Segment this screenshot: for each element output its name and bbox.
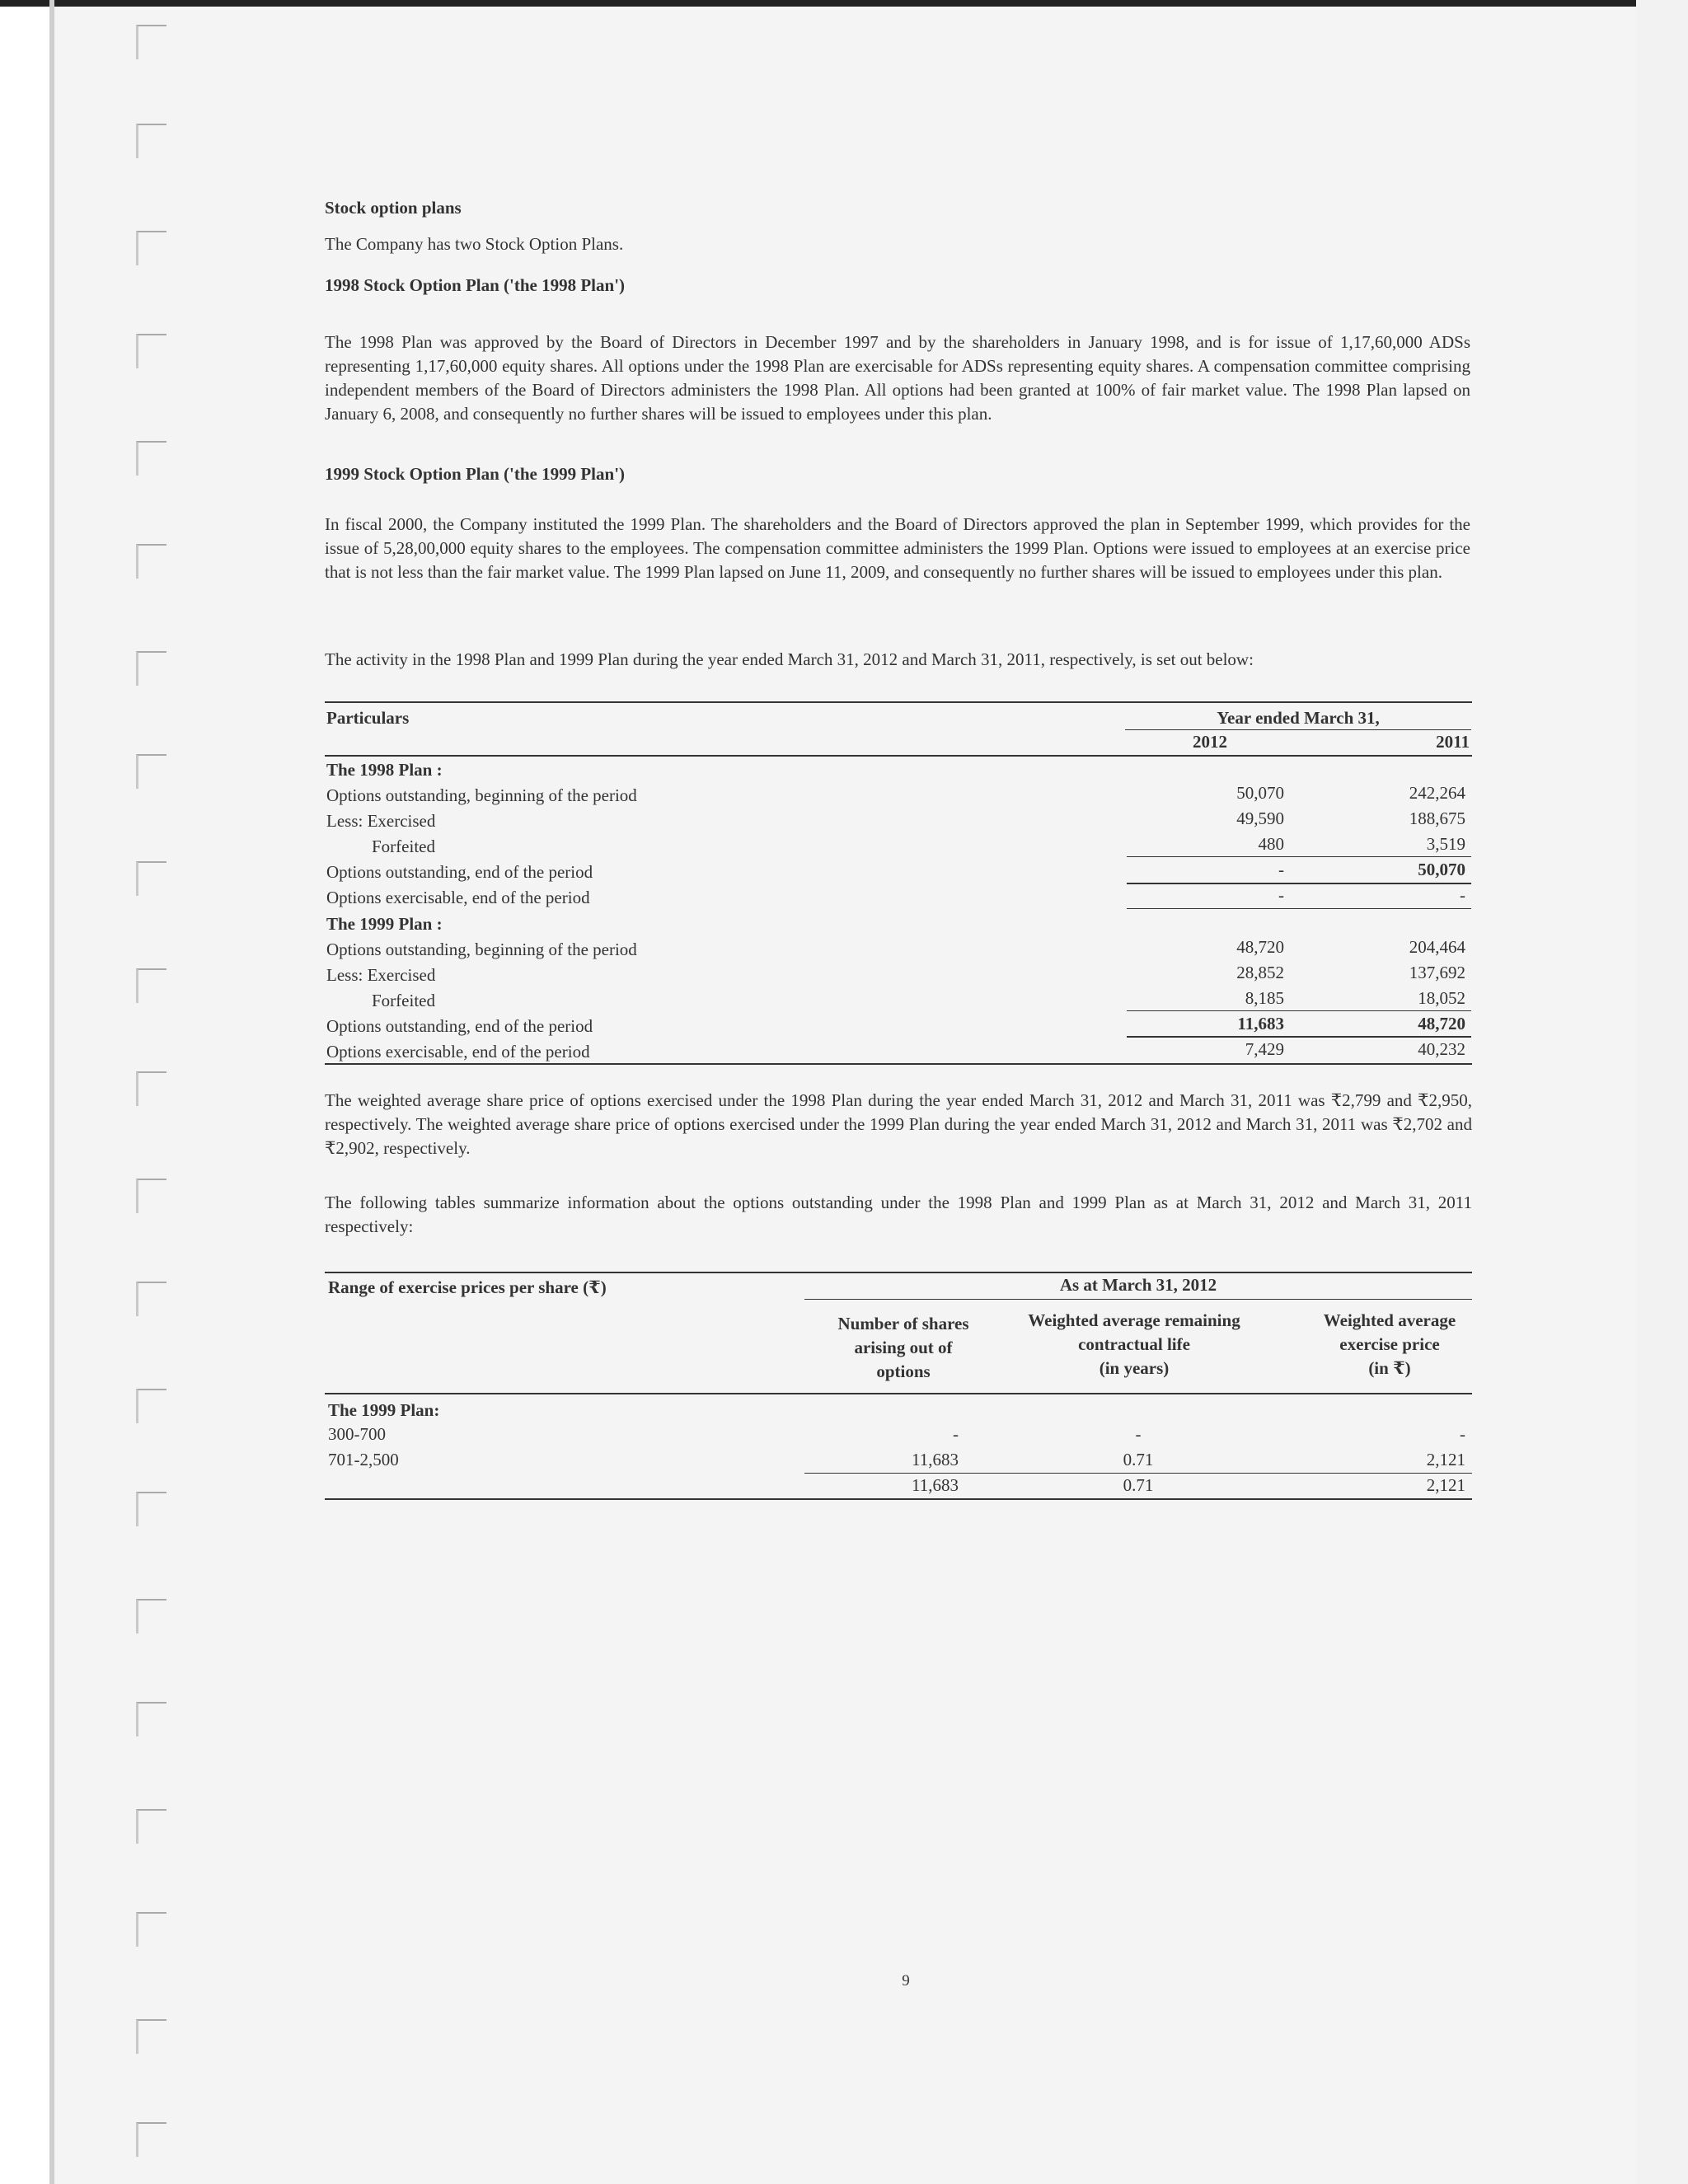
row-label: Options outstanding, beginning of the period bbox=[326, 940, 637, 959]
col-life-header-line: Weighted average remaining bbox=[1028, 1310, 1240, 1330]
col-life-header-line: (in years) bbox=[1099, 1358, 1170, 1378]
total-shares: 11,683 bbox=[912, 1475, 959, 1495]
row-label: Options outstanding, end of the period bbox=[326, 1016, 593, 1036]
binding-hole-mark bbox=[136, 1599, 166, 1633]
activity-intro-text: The activity in the 1998 Plan and 1999 Plan during the year ended March 31, 2012 and March 31, 2011, respectively, is set out below: bbox=[325, 649, 1254, 669]
scan-top-border bbox=[0, 0, 1688, 7]
binding-hole-mark bbox=[136, 2122, 166, 2157]
value-2011: 137,692 bbox=[1409, 963, 1465, 982]
row-label: Options exercisable, end of the period bbox=[326, 888, 590, 907]
value-2011: 48,720 bbox=[1418, 1014, 1465, 1033]
binding-hole-mark bbox=[136, 1389, 166, 1423]
col-price-header-line: exercise price bbox=[1339, 1334, 1440, 1354]
value-2012: 48,720 bbox=[1236, 937, 1284, 957]
total-price: 2,121 bbox=[1426, 1475, 1465, 1495]
binding-hole-mark bbox=[136, 1702, 166, 1736]
col-2012-header: 2012 bbox=[1193, 732, 1227, 752]
binding-hole-mark bbox=[136, 1179, 166, 1213]
value-2012: 7,429 bbox=[1245, 1039, 1284, 1059]
range-label: 300-700 bbox=[328, 1424, 386, 1444]
col-shares-header-line: arising out of bbox=[854, 1338, 953, 1357]
price-value: - bbox=[1460, 1424, 1465, 1444]
binding-hole-mark bbox=[136, 441, 166, 476]
value-2011: - bbox=[1460, 885, 1465, 905]
plan1998-label: The 1998 Plan : bbox=[326, 760, 443, 780]
col-life-header-line: contractual life bbox=[1078, 1334, 1190, 1354]
col-2011-header: 2011 bbox=[1436, 732, 1470, 752]
value-2012: 50,070 bbox=[1236, 783, 1284, 803]
value-2011: 242,264 bbox=[1409, 783, 1465, 803]
life-value: 0.71 bbox=[1123, 1450, 1154, 1469]
plan1998-paragraph: The 1998 Plan was approved by the Board of Directors in December 1997 and by the shareholders in January 1998, and is for issue of 1,17,60,000 ADSs representing 1,17,60,000 equity shares. All options under the 1998 Plan are exercisable for ADSs representing equity shares. A compensation committee comprising independent members of the Board of Directors administers the 1998 Plan. All options had been granted at 100% of fair market value. The 1998 Plan lapsed on January 6, 2008, and consequently no further shares will be issued to employees under this plan. bbox=[325, 332, 1470, 424]
binding-hole-mark bbox=[136, 1071, 166, 1106]
plan1998-heading: 1998 Stock Option Plan ('the 1998 Plan') bbox=[325, 275, 626, 295]
scan-right-edge bbox=[1636, 0, 1688, 2184]
binding-hole-mark bbox=[136, 651, 166, 686]
value-2012: 49,590 bbox=[1236, 808, 1284, 828]
shares-value: 11,683 bbox=[912, 1450, 959, 1469]
shares-value: - bbox=[953, 1424, 959, 1444]
table-bottom-rule bbox=[325, 1063, 1472, 1065]
value-2011: 3,519 bbox=[1426, 834, 1465, 854]
intro-text: The Company has two Stock Option Plans. bbox=[325, 234, 624, 254]
col-price-header-line: (in ₹) bbox=[1368, 1358, 1411, 1378]
value-2012: 11,683 bbox=[1237, 1014, 1284, 1033]
summary-intro-paragraph: The following tables summarize information about the options outstanding under the 1998 Plan and 1999 Plan as at March 31, 2012 and March 31, 2011 respectively: bbox=[325, 1193, 1472, 1236]
row-label: Forfeited bbox=[372, 837, 435, 856]
life-value: - bbox=[1135, 1424, 1142, 1444]
binding-hole-mark bbox=[136, 1809, 166, 1844]
binding-hole-mark bbox=[136, 861, 166, 896]
plan1999-label: The 1999 Plan : bbox=[326, 914, 443, 934]
value-2011: 204,464 bbox=[1409, 937, 1465, 957]
value-2011: 188,675 bbox=[1409, 808, 1465, 828]
col-shares-header-line: options bbox=[876, 1361, 931, 1381]
row-label: Options outstanding, beginning of the period bbox=[326, 785, 637, 805]
header-bottom-rule bbox=[325, 1393, 1472, 1394]
value-2012: - bbox=[1278, 860, 1284, 879]
value-2011: 40,232 bbox=[1418, 1039, 1465, 1059]
binding-hole-mark bbox=[136, 1492, 166, 1526]
col-price-header-line: Weighted average bbox=[1323, 1310, 1456, 1330]
value-2011: 50,070 bbox=[1418, 860, 1465, 879]
scan-left-edge bbox=[49, 0, 54, 2184]
binding-hole-mark bbox=[136, 754, 166, 789]
weighted-average-paragraph: The weighted average share price of options exercised under the 1998 Plan during the year ended March 31, 2012 and March 31, 2011 was ₹2,799 and ₹2,950, respectively. The weighted average share price of options exercised under the 1999 Plan during the year ended March 31, 2012 and March 31, 2011 was ₹2,702 and ₹2,902, respectively. bbox=[325, 1090, 1472, 1158]
subtotal-rule bbox=[1127, 1010, 1471, 1011]
range-label: 701-2,500 bbox=[328, 1450, 399, 1469]
row-label: Forfeited bbox=[372, 991, 435, 1010]
plan1999-label: The 1999 Plan: bbox=[328, 1400, 440, 1420]
year-ended-header: Year ended March 31, bbox=[1217, 708, 1380, 728]
binding-hole-mark bbox=[136, 231, 166, 265]
value-2012: 8,185 bbox=[1245, 988, 1284, 1008]
plan1999-heading: 1999 Stock Option Plan ('the 1999 Plan') bbox=[325, 464, 626, 484]
binding-hole-mark bbox=[136, 1282, 166, 1316]
binding-hole-mark bbox=[136, 2019, 166, 2054]
binding-hole-mark bbox=[136, 544, 166, 579]
binding-hole-mark bbox=[136, 334, 166, 368]
row-label: Less: Exercised bbox=[326, 811, 436, 831]
header-bottom-rule bbox=[325, 755, 1472, 757]
total-life: 0.71 bbox=[1123, 1475, 1154, 1495]
col-shares-header-line: Number of shares bbox=[837, 1314, 969, 1333]
row-label: Options outstanding, end of the period bbox=[326, 862, 593, 882]
as-at-rule bbox=[804, 1299, 1472, 1300]
binding-hole-mark bbox=[136, 25, 166, 59]
row-label: Less: Exercised bbox=[326, 965, 436, 985]
binding-hole-mark bbox=[136, 1912, 166, 1947]
page-number: 9 bbox=[902, 1972, 910, 1990]
subtotal-rule bbox=[1127, 856, 1471, 857]
table-bottom-rule bbox=[325, 1498, 1472, 1500]
section-end-rule bbox=[1127, 908, 1471, 909]
section-heading: Stock option plans bbox=[325, 198, 462, 218]
range-header: Range of exercise prices per share (₹) bbox=[328, 1277, 607, 1297]
as-at-header: As at March 31, 2012 bbox=[1059, 1275, 1217, 1295]
price-value: 2,121 bbox=[1426, 1450, 1465, 1469]
value-2012: 28,852 bbox=[1236, 963, 1284, 982]
row-label: Options exercisable, end of the period bbox=[326, 1042, 590, 1062]
table-top-rule bbox=[325, 701, 1472, 703]
value-2011: 18,052 bbox=[1418, 988, 1465, 1008]
plan1999-paragraph: In fiscal 2000, the Company instituted the 1999 Plan. The shareholders and the Board of Directors approved the plan in September 1999, which provides for the issue of 5,28,00,000 equity shares to the employees. The compensation committee administers the 1999 Plan. Options were issued to employees at an exercise price that is not less than the fair market value. The 1999 Plan lapsed on June 11, 2009, and consequently no further shares will be issued to employees under this plan. bbox=[325, 514, 1470, 582]
binding-hole-mark bbox=[136, 124, 166, 158]
binding-hole-mark bbox=[136, 968, 166, 1003]
value-2012: - bbox=[1278, 885, 1284, 905]
value-2012: 480 bbox=[1258, 834, 1284, 854]
particulars-header: Particulars bbox=[326, 708, 410, 728]
